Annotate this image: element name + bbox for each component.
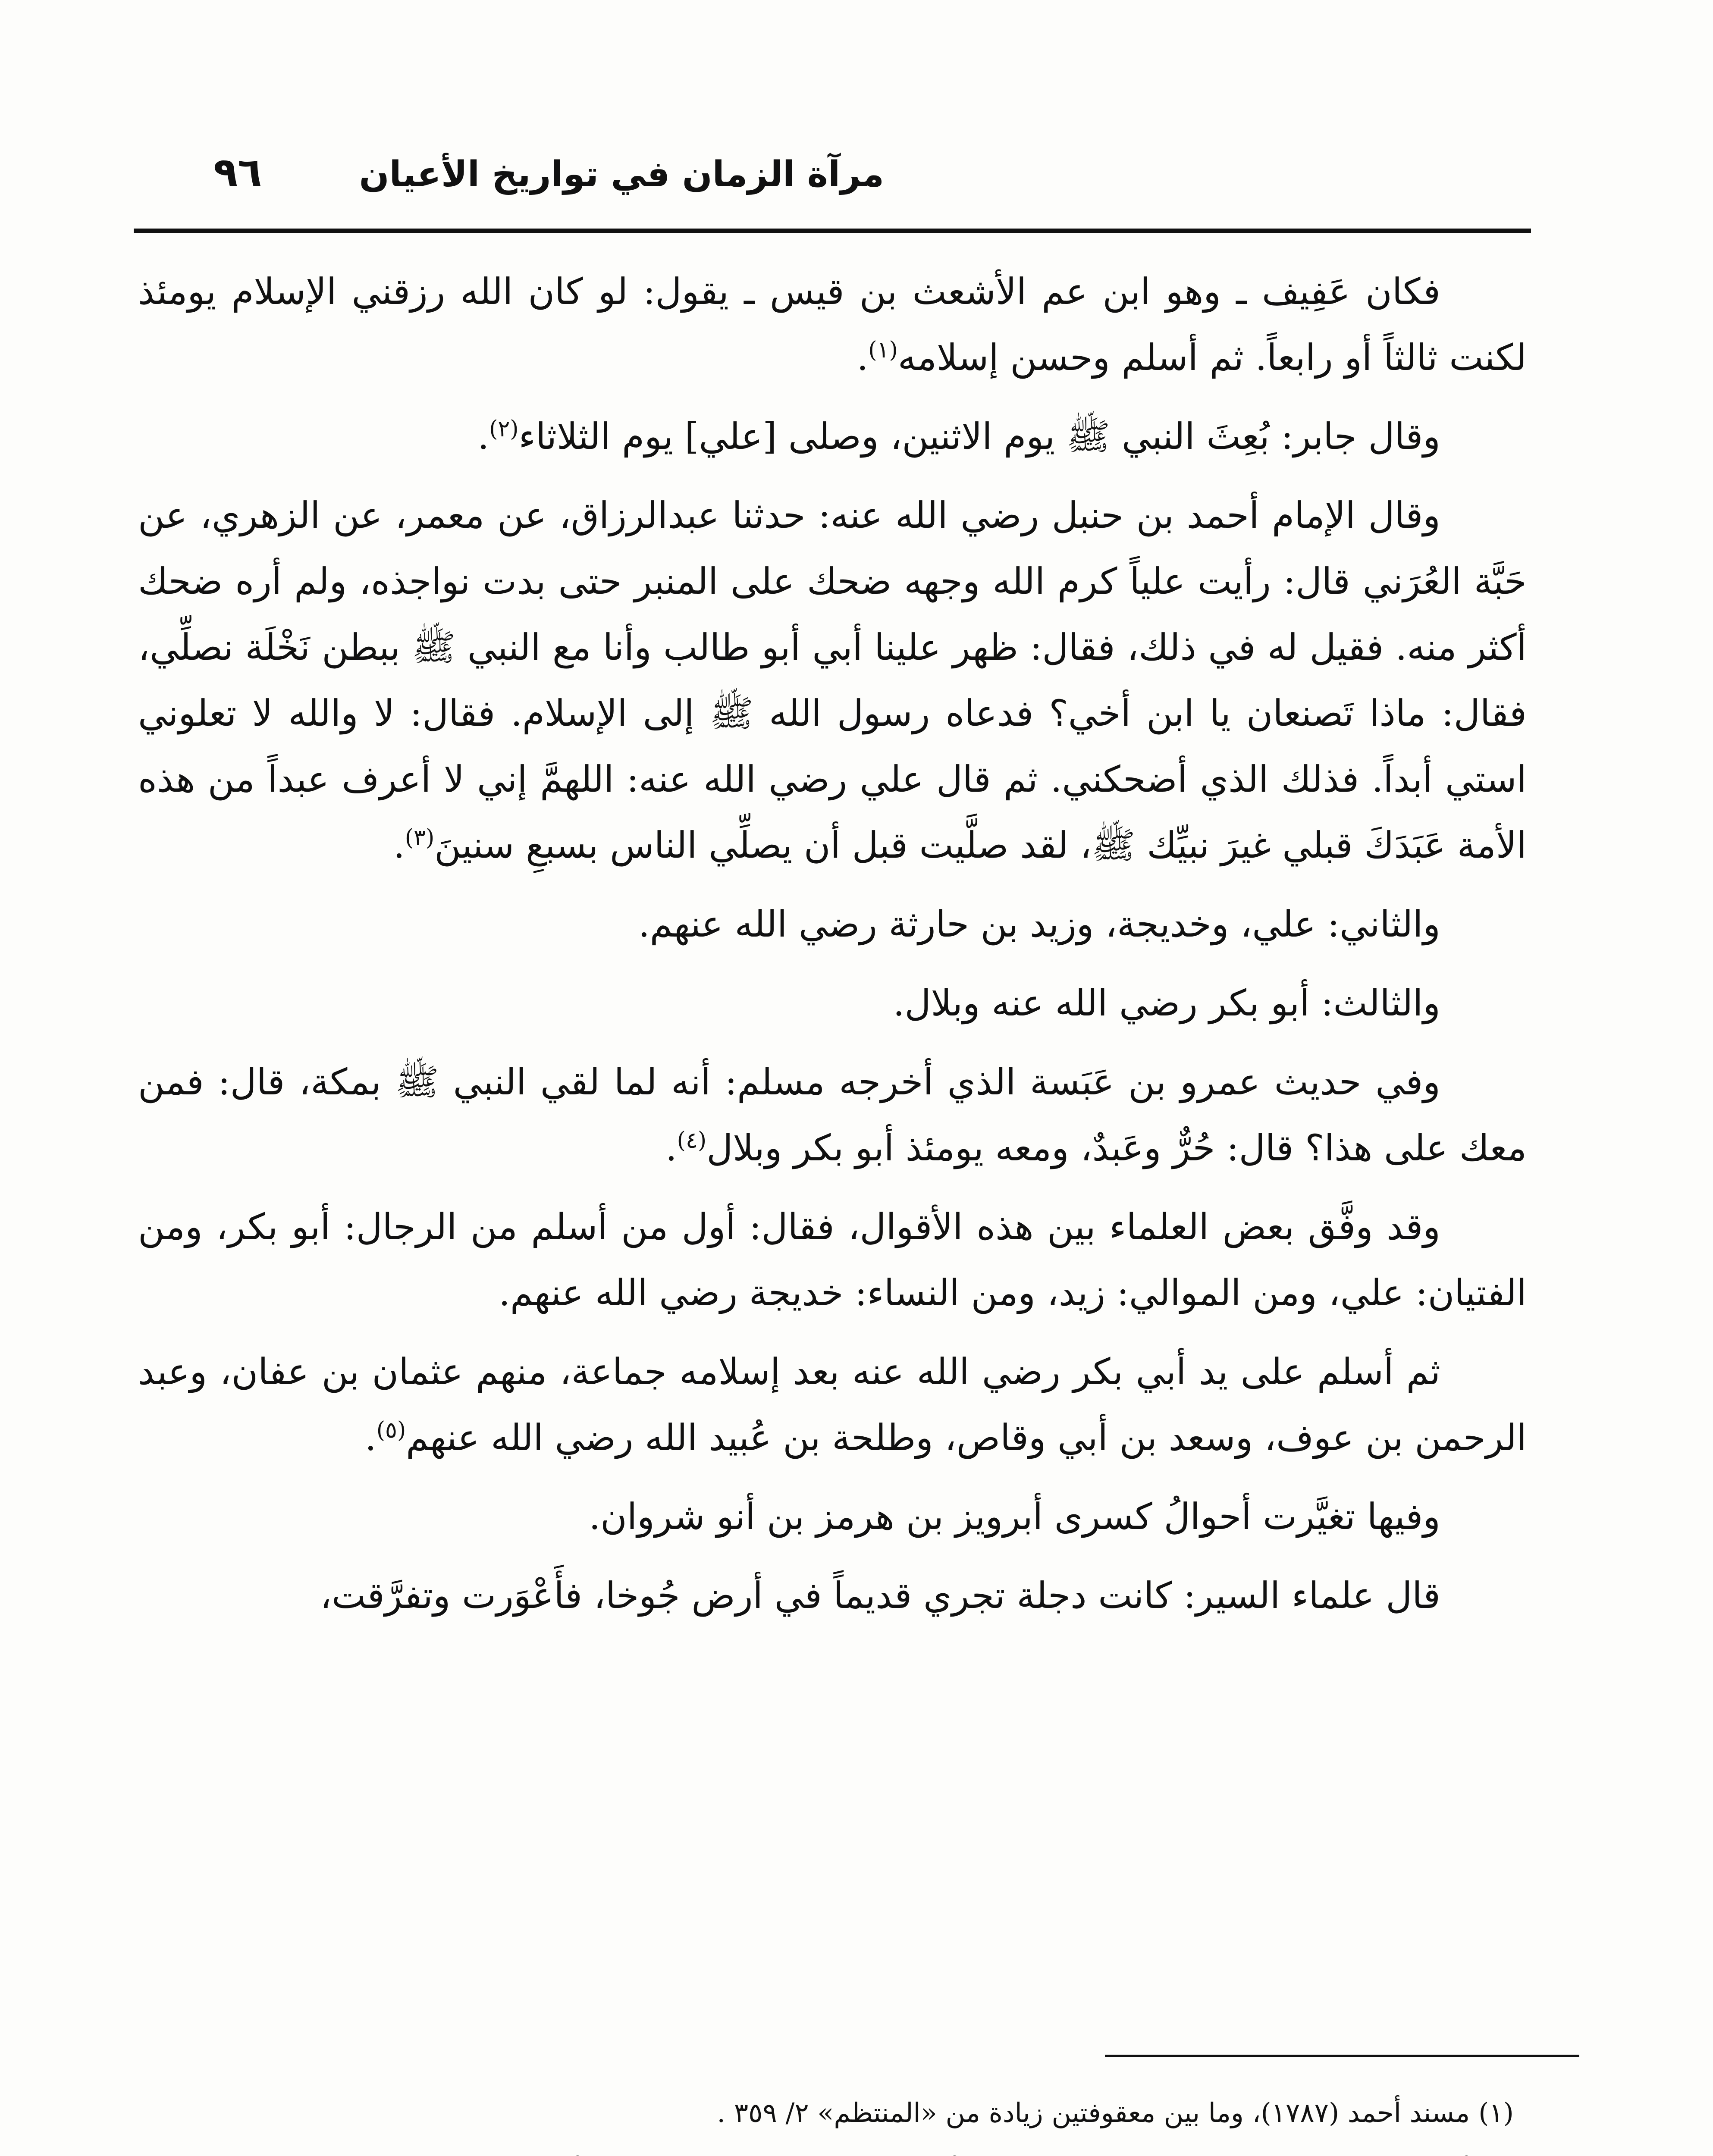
- footnote-ref: (٣): [405, 825, 435, 851]
- footnote-number: (١): [1478, 2097, 1514, 2128]
- footnote-ref: (٥): [376, 1417, 406, 1443]
- paragraph: وقد وفَّق بعض العلماء بين هذه الأقوال، فقال: أول من أسلم من الرجال: أبو بكر، ومن الفتيان: علي، ومن الموالي: زيد، ومن النساء: خديجة رضي الله عنهم.: [138, 1206, 1527, 1314]
- footnote-separator: [1105, 2055, 1579, 2057]
- footnotes: [138, 2083, 1527, 2156]
- footnote-ref: (٢): [489, 416, 519, 442]
- main-text: [138, 259, 1527, 1642]
- paragraph: وفي حديث عمرو بن عَبَسة الذي أخرجه مسلم: أنه لما لقي النبي ﷺ بمكة، قال: فمن معك على هذا؟ قال: حُرٌّ وعَبدٌ، ومعه يومئذ أبو بكر وبلال$^{(٤)}$.: [138, 1061, 1527, 1169]
- footnote: [138, 2083, 1527, 2143]
- page-number: ٩٦: [213, 149, 262, 195]
- footnote-text: مسند أحمد (١٧٨٧)، وما بين معقوفتين زيادة من «المنتظم» ٢/ ٣٥٩ .: [717, 2097, 1470, 2128]
- paragraph: والثاني: علي، وخديجة، وزيد بن حارثة رضي الله عنهم.: [638, 903, 1440, 945]
- paragraph: ثم أسلم على يد أبي بكر رضي الله عنه بعد إسلامه جماعة، منهم عثمان بن عفان، وعبد الرحمن بن عوف، وسعد بن أبي وقاص، وطلحة بن عُبيد الله رضي الله عنهم$^{(٥)}$.: [138, 1351, 1527, 1459]
- paragraph: وفيها تغيَّرت أحوالُ كسرى أبرويز بن هرمز بن أنو شروان.: [589, 1495, 1440, 1538]
- footnote: [138, 2143, 1527, 2156]
- paragraph: والثالث: أبو بكر رضي الله عنه وبلال.: [893, 982, 1440, 1024]
- paragraph: قال علماء السير: كانت دجلة تجري قديماً في أرض جُوخا، فأَعْوَرت وتفرَّقت،: [320, 1574, 1440, 1617]
- paragraph: وقال الإمام أحمد بن حنبل رضي الله عنه: حدثنا عبدالرزاق، عن معمر، عن الزهري، عن حَبَّة العُرَني قال: رأيت علياً كرم الله وجهه ضحك على المنبر حتى بدت نواجذه، ولم أره ضحك أكثر منه. فقيل له في ذلك، فقال: ظهر علينا أبي أبو طالب وأنا مع النبي ﷺ ببطن نَخْلَة نصلِّي، فقال: ماذا تَصنعان يا ابن أخي؟ فدعاه رسول الله ﷺ إلى الإسلام. فقال: لا والله لا تعلوني استي أبداً. فذلك الذي أضحكني. ثم قال علي رضي الله عنه: اللهمَّ إني لا أعرف عبداً من هذه الأمة عَبَدَكَ قبلي غيرَ نبيِّك ﷺ، لقد صلَّيت قبل أن يصلِّي الناس بسبعِ سنينَ$^{(٣)}$.: [138, 494, 1527, 866]
- footnote-ref: (٤): [677, 1128, 707, 1153]
- footnote-ref: (١): [868, 337, 898, 363]
- paragraph: وقال جابر: بُعِثَ النبي ﷺ يوم الاثنين، وصلى [علي] يوم الثلاثاء$^{(٢)}$.: [477, 415, 1440, 458]
- header-rule: [134, 229, 1531, 233]
- paragraph: فكان عَفِيف ـ وهو ابن عم الأشعث بن قيس ـ يقول: لو كان الله رزقني الإسلام يومئذ لكنت ثالثاً أو رابعاً. ثم أسلم وحسن إسلامه$^{(١)}$.: [138, 270, 1527, 379]
- running-header: [142, 142, 1531, 207]
- running-title: مرآة الزمان في تواريخ الأعيان: [359, 154, 884, 195]
